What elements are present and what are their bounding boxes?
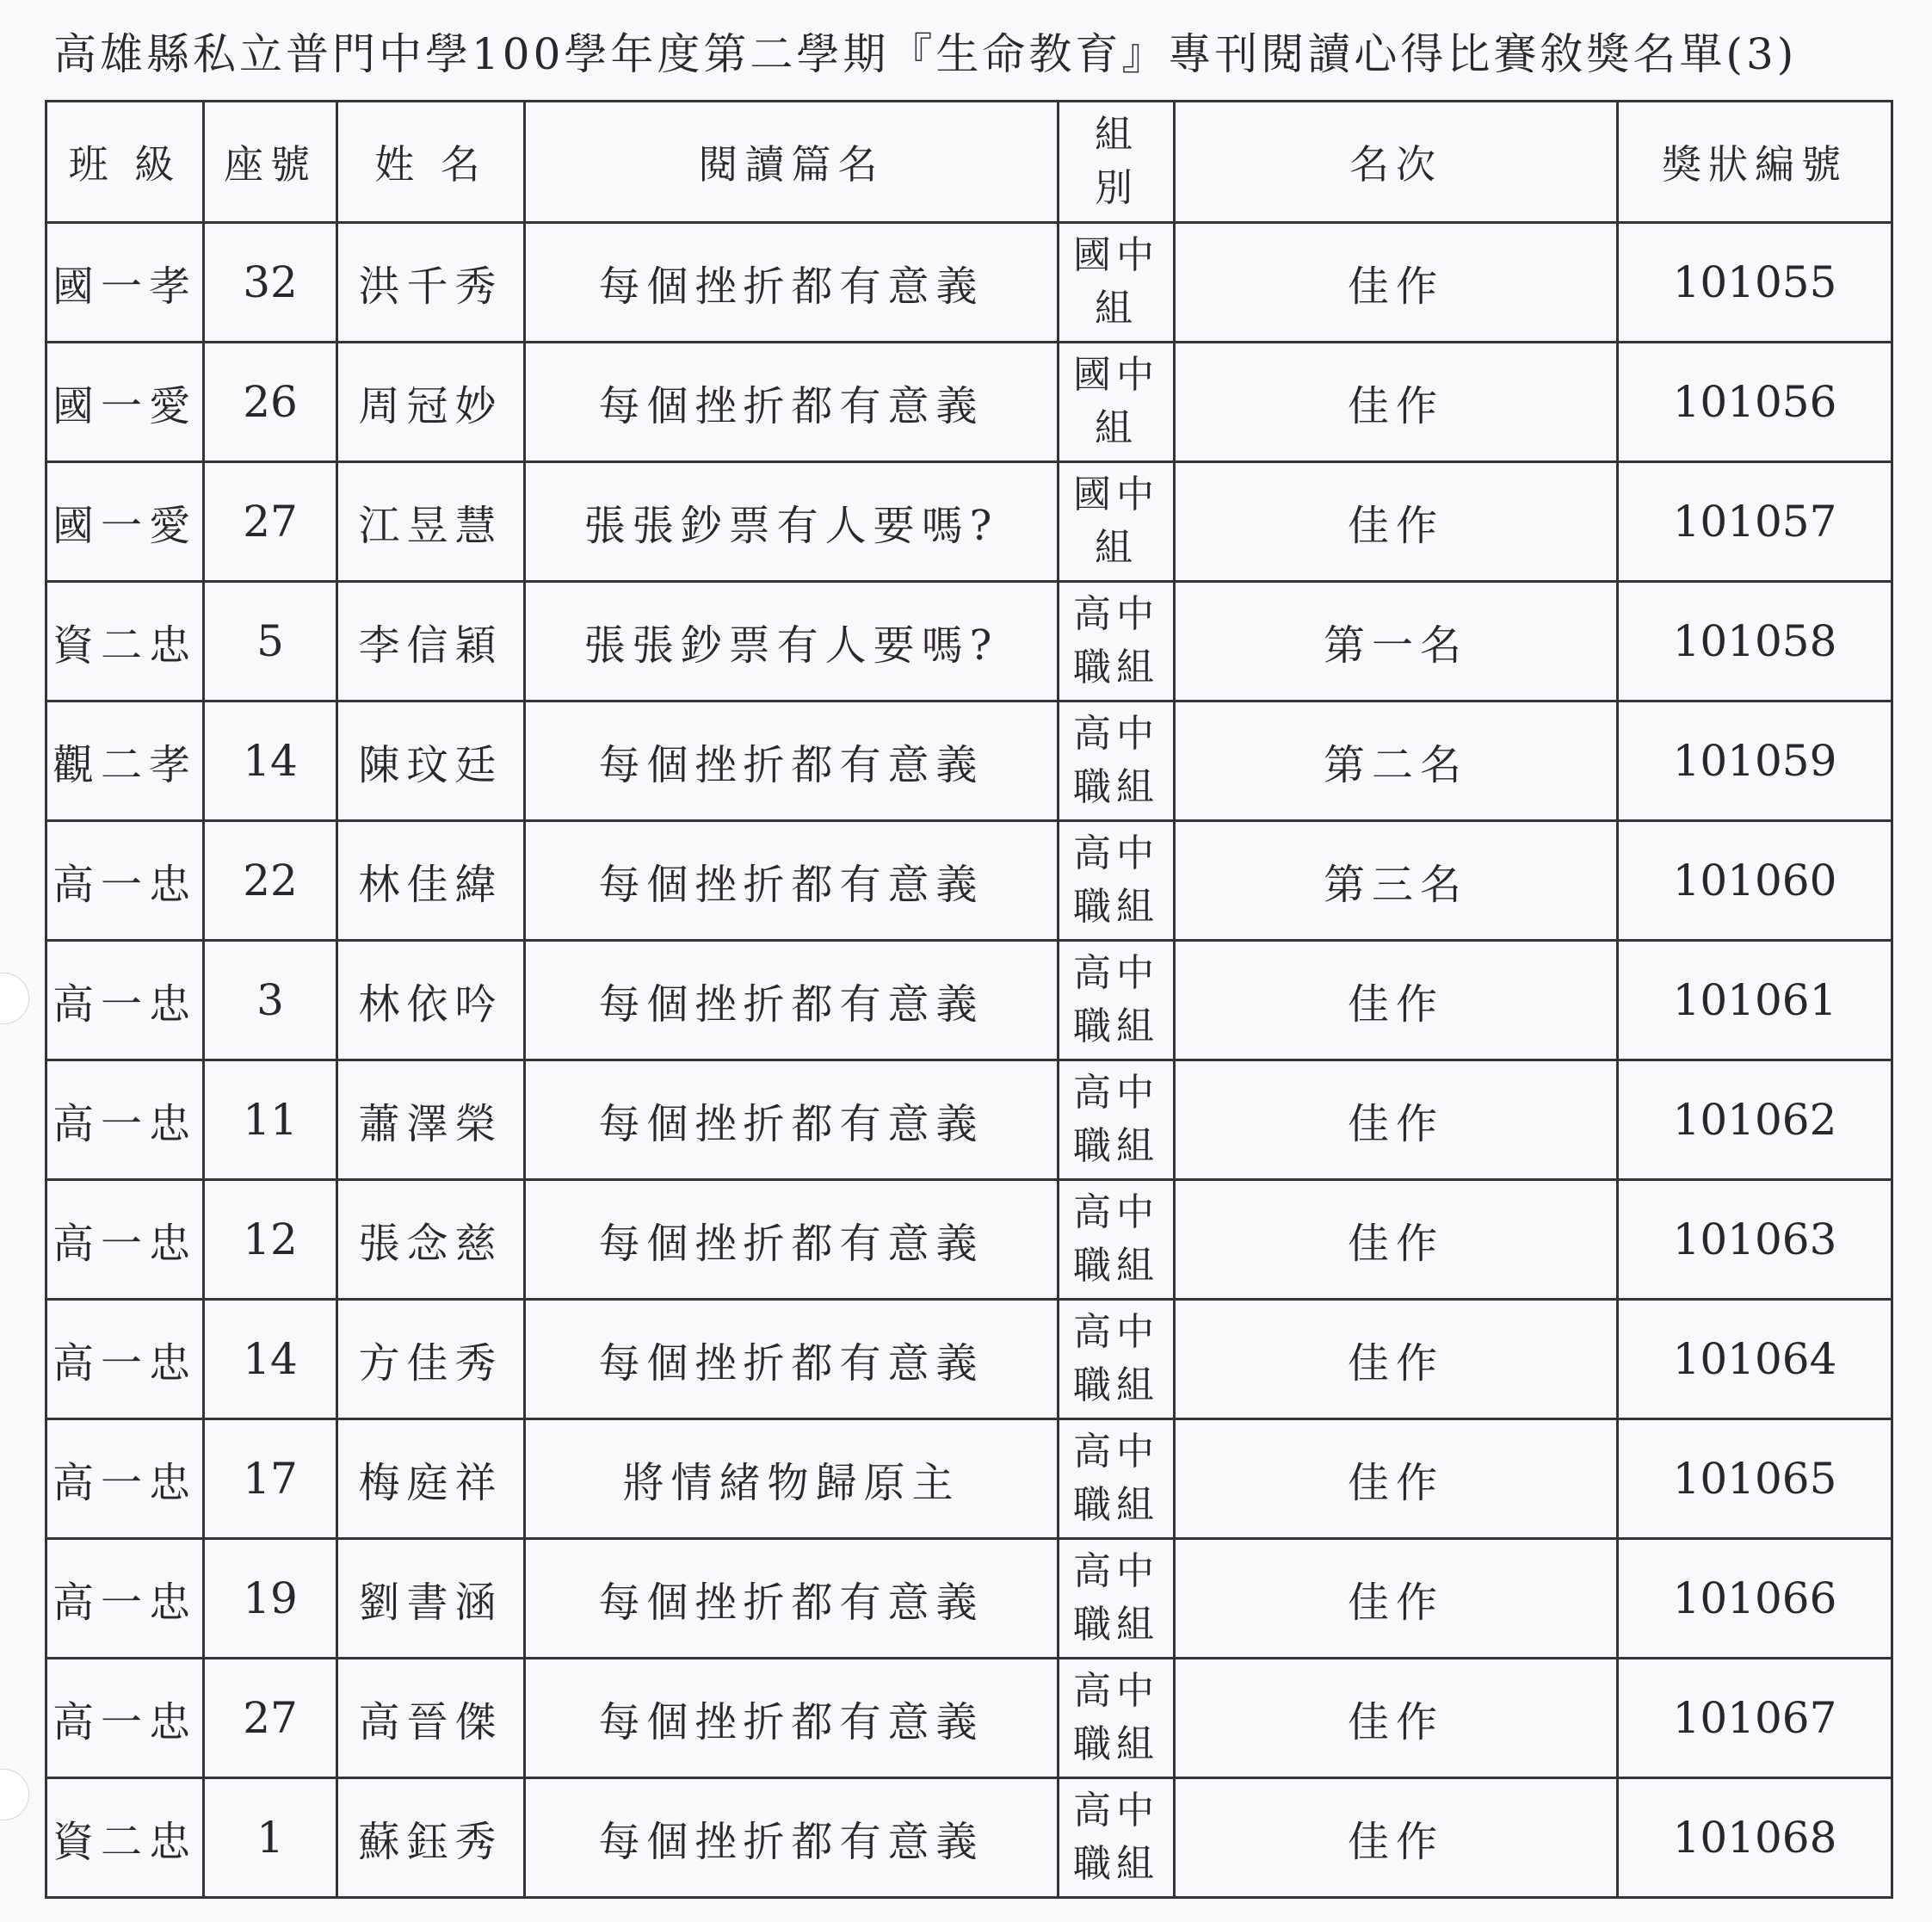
rank-cell: 佳作 (1175, 343, 1618, 462)
class-cell: 高一忠 (46, 821, 204, 941)
table-row (46, 701, 1892, 821)
name-cell: 林佳緯 (337, 821, 525, 941)
group-line2: 職組 (1073, 646, 1159, 689)
header-name: 姓 名 (337, 102, 525, 223)
table-row (46, 1060, 1892, 1180)
group-line2: 職組 (1073, 1483, 1159, 1527)
group-line2: 職組 (1073, 765, 1159, 809)
group-line2: 組 (1095, 287, 1138, 331)
group-line2: 職組 (1073, 1244, 1159, 1288)
group-line1: 高中 (1073, 1789, 1159, 1832)
rank-cell: 佳作 (1175, 941, 1618, 1060)
certificate-cell: 101066 (1618, 1539, 1892, 1659)
seat-cell: 19 (204, 1539, 337, 1659)
group-line1: 高中 (1073, 1310, 1159, 1354)
group-cell (1059, 1180, 1175, 1300)
seat-cell: 17 (204, 1419, 337, 1539)
group-line1: 高中 (1073, 712, 1159, 756)
group-cell (1059, 941, 1175, 1060)
group-line1: 高中 (1073, 1071, 1159, 1115)
table-row (46, 821, 1892, 941)
header-group-line1: 組 (1095, 113, 1138, 157)
table-row (46, 1180, 1892, 1300)
rank-cell: 佳作 (1175, 1180, 1618, 1300)
article-cell: 每個挫折都有意義 (525, 1778, 1059, 1898)
award-list-table (45, 100, 1893, 1899)
name-cell: 蕭澤榮 (337, 1060, 525, 1180)
certificate-cell: 101057 (1618, 462, 1892, 582)
group-line1: 高中 (1073, 1549, 1159, 1593)
article-cell: 每個挫折都有意義 (525, 1659, 1059, 1778)
seat-cell: 32 (204, 223, 337, 343)
table-row (46, 941, 1892, 1060)
class-cell: 資二忠 (46, 582, 204, 701)
group-line1: 高中 (1073, 1669, 1159, 1713)
class-cell: 觀二孝 (46, 701, 204, 821)
table-row (46, 1778, 1892, 1898)
table-row (46, 1419, 1892, 1539)
article-cell: 張張鈔票有人要嗎? (525, 582, 1059, 701)
seat-cell: 1 (204, 1778, 337, 1898)
name-cell: 張念慈 (337, 1180, 525, 1300)
certificate-cell: 101068 (1618, 1778, 1892, 1898)
group-line2: 職組 (1073, 885, 1159, 929)
certificate-cell: 101067 (1618, 1659, 1892, 1778)
rank-cell: 第二名 (1175, 701, 1618, 821)
class-cell: 國一孝 (46, 223, 204, 343)
table-row (46, 1300, 1892, 1419)
name-cell: 周冠妙 (337, 343, 525, 462)
seat-cell: 27 (204, 462, 337, 582)
seat-cell: 26 (204, 343, 337, 462)
class-cell: 高一忠 (46, 1180, 204, 1300)
seat-cell: 5 (204, 582, 337, 701)
header-rank: 名次 (1175, 102, 1618, 223)
header-group-line2: 別 (1095, 166, 1138, 210)
group-line2: 職組 (1073, 1124, 1159, 1168)
group-line2: 組 (1095, 406, 1138, 450)
certificate-cell: 101060 (1618, 821, 1892, 941)
rank-cell: 佳作 (1175, 1539, 1618, 1659)
rank-cell: 第一名 (1175, 582, 1618, 701)
article-cell: 每個挫折都有意義 (525, 1539, 1059, 1659)
group-cell (1059, 462, 1175, 582)
article-cell: 每個挫折都有意義 (525, 223, 1059, 343)
article-cell: 每個挫折都有意義 (525, 1300, 1059, 1419)
article-cell: 每個挫折都有意義 (525, 343, 1059, 462)
group-line2: 職組 (1073, 1603, 1159, 1647)
name-cell: 梅庭祥 (337, 1419, 525, 1539)
article-cell: 每個挫折都有意義 (525, 1180, 1059, 1300)
article-cell: 每個挫折都有意義 (525, 1060, 1059, 1180)
rank-cell: 佳作 (1175, 1778, 1618, 1898)
rank-cell: 佳作 (1175, 462, 1618, 582)
header-row (46, 102, 1892, 223)
class-cell: 高一忠 (46, 1300, 204, 1419)
group-line1: 國中 (1073, 353, 1159, 397)
group-line1: 高中 (1073, 1430, 1159, 1474)
name-cell: 劉書涵 (337, 1539, 525, 1659)
name-cell: 林依吟 (337, 941, 525, 1060)
certificate-cell: 101065 (1618, 1419, 1892, 1539)
group-line1: 國中 (1073, 473, 1159, 516)
punch-hole (0, 1769, 29, 1820)
class-cell: 國一愛 (46, 343, 204, 462)
rank-cell: 佳作 (1175, 1060, 1618, 1180)
article-cell: 每個挫折都有意義 (525, 821, 1059, 941)
group-line1: 高中 (1073, 831, 1159, 875)
seat-cell: 14 (204, 1300, 337, 1419)
group-cell (1059, 1419, 1175, 1539)
table-row (46, 343, 1892, 462)
name-cell: 李信穎 (337, 582, 525, 701)
table-row (46, 223, 1892, 343)
certificate-cell: 101059 (1618, 701, 1892, 821)
table-row (46, 462, 1892, 582)
class-cell: 高一忠 (46, 1419, 204, 1539)
seat-cell: 11 (204, 1060, 337, 1180)
certificate-cell: 101063 (1618, 1180, 1892, 1300)
group-cell (1059, 1300, 1175, 1419)
article-cell: 張張鈔票有人要嗎? (525, 462, 1059, 582)
seat-cell: 27 (204, 1659, 337, 1778)
group-line2: 職組 (1073, 1363, 1159, 1407)
group-cell (1059, 1778, 1175, 1898)
class-cell: 高一忠 (46, 1539, 204, 1659)
group-line2: 組 (1095, 526, 1138, 570)
certificate-cell: 101055 (1618, 223, 1892, 343)
certificate-cell: 101056 (1618, 343, 1892, 462)
article-cell: 將情緒物歸原主 (525, 1419, 1059, 1539)
name-cell: 江昱慧 (337, 462, 525, 582)
award-rows (46, 223, 1892, 1898)
header-class: 班 級 (46, 102, 204, 223)
group-cell (1059, 1659, 1175, 1778)
name-cell: 方佳秀 (337, 1300, 525, 1419)
name-cell: 蘇鈺秀 (337, 1778, 525, 1898)
header-certificate: 獎狀編號 (1618, 102, 1892, 223)
rank-cell: 佳作 (1175, 1419, 1618, 1539)
group-cell (1059, 701, 1175, 821)
group-line1: 國中 (1073, 233, 1159, 277)
rank-cell: 佳作 (1175, 1300, 1618, 1419)
class-cell: 高一忠 (46, 1659, 204, 1778)
article-cell: 每個挫折都有意義 (525, 941, 1059, 1060)
group-cell (1059, 1539, 1175, 1659)
class-cell: 國一愛 (46, 462, 204, 582)
group-line2: 職組 (1073, 1842, 1159, 1886)
rank-cell: 佳作 (1175, 1659, 1618, 1778)
name-cell: 洪千秀 (337, 223, 525, 343)
class-cell: 高一忠 (46, 1060, 204, 1180)
group-line1: 高中 (1073, 1190, 1159, 1234)
header-article: 閱讀篇名 (525, 102, 1059, 223)
name-cell: 陳玟廷 (337, 701, 525, 821)
page-title: 高雄縣私立普門中學100學年度第二學期『生命教育』專刊閱讀心得比賽敘獎名單(3) (53, 29, 1798, 79)
group-cell (1059, 343, 1175, 462)
group-cell (1059, 1060, 1175, 1180)
table-row (46, 582, 1892, 701)
name-cell: 高晉傑 (337, 1659, 525, 1778)
article-cell: 每個挫折都有意義 (525, 701, 1059, 821)
certificate-cell: 101061 (1618, 941, 1892, 1060)
header-seat: 座號 (204, 102, 337, 223)
rank-cell: 佳作 (1175, 223, 1618, 343)
group-line1: 高中 (1073, 592, 1159, 636)
certificate-cell: 101064 (1618, 1300, 1892, 1419)
group-line1: 高中 (1073, 951, 1159, 995)
group-line2: 職組 (1073, 1004, 1159, 1048)
seat-cell: 22 (204, 821, 337, 941)
group-cell (1059, 223, 1175, 343)
rank-cell: 第三名 (1175, 821, 1618, 941)
seat-cell: 14 (204, 701, 337, 821)
group-line2: 職組 (1073, 1722, 1159, 1766)
seat-cell: 12 (204, 1180, 337, 1300)
header-group (1059, 102, 1175, 223)
group-cell (1059, 582, 1175, 701)
punch-hole (0, 973, 29, 1024)
certificate-cell: 101062 (1618, 1060, 1892, 1180)
certificate-cell: 101058 (1618, 582, 1892, 701)
class-cell: 高一忠 (46, 941, 204, 1060)
table-row (46, 1659, 1892, 1778)
seat-cell: 3 (204, 941, 337, 1060)
group-cell (1059, 821, 1175, 941)
table-row (46, 1539, 1892, 1659)
class-cell: 資二忠 (46, 1778, 204, 1898)
